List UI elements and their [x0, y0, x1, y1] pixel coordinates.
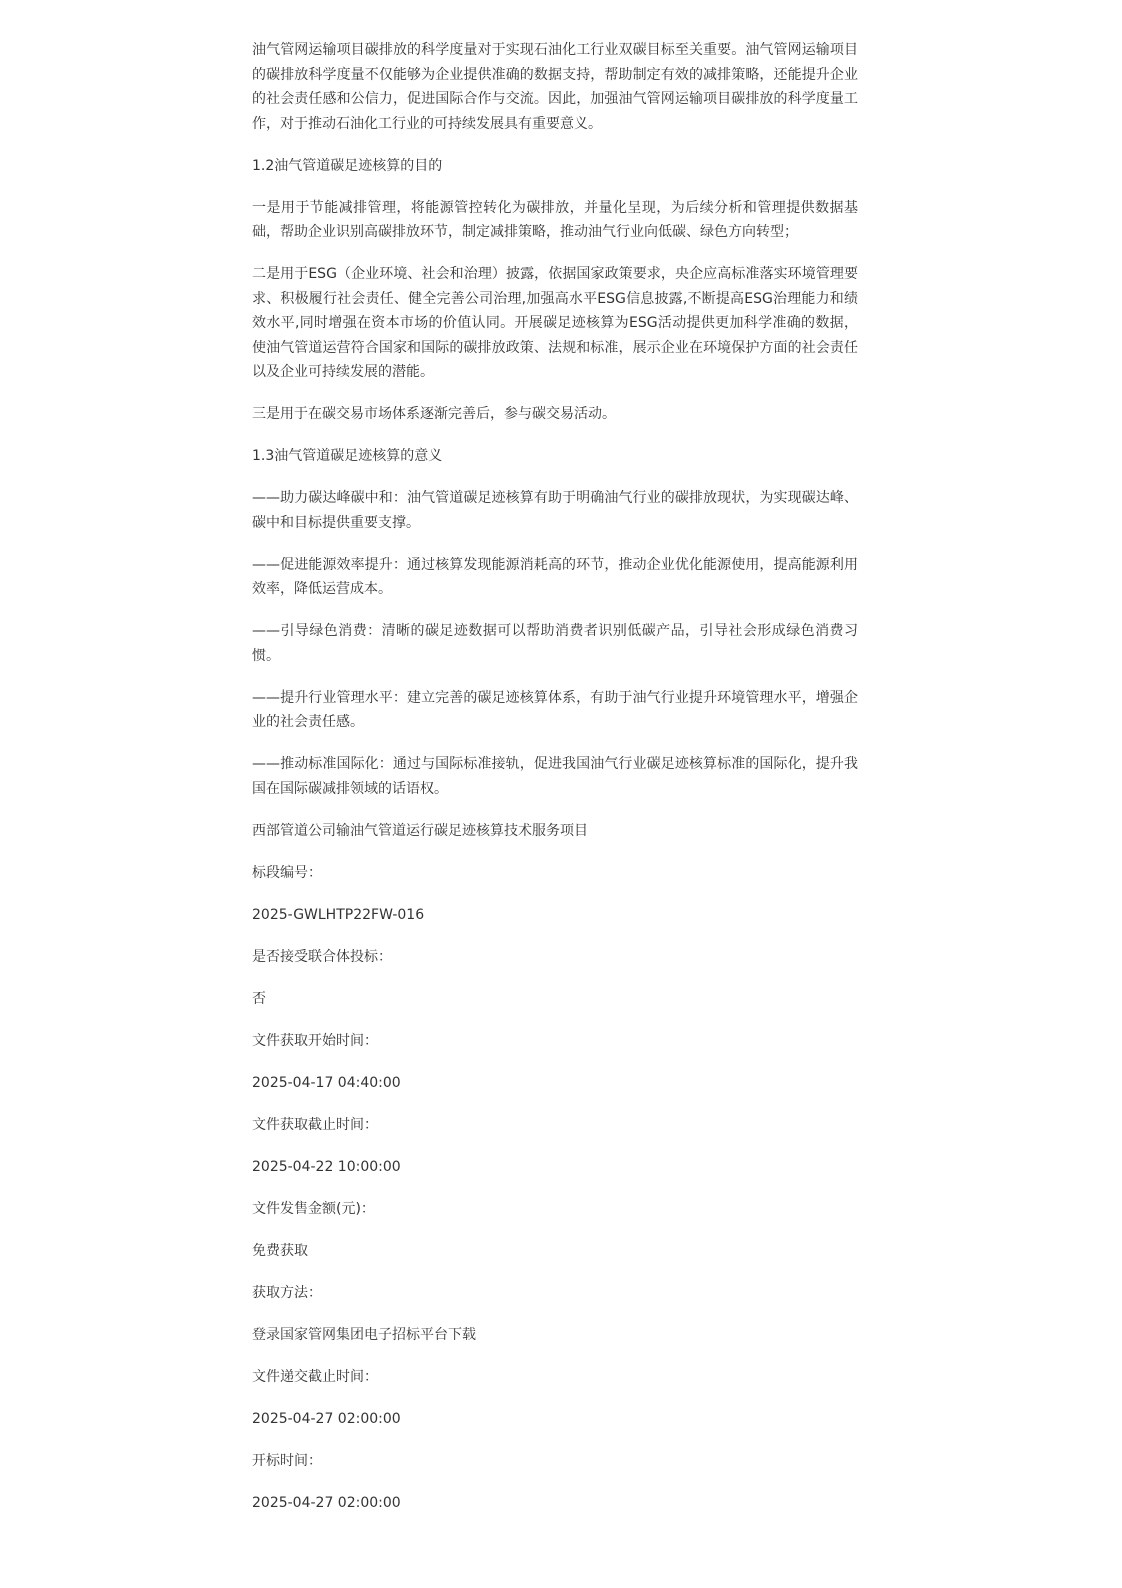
- purpose-item: 二是用于ESG（企业环境、社会和治理）披露，依据国家政策要求，央企应高标准落实环境管理要求、积极履行社会责任、健全完善公司治理,加强高水平ESG信息披露,不断提高ESG治理能力和绩效水平,同时增强在资本市场的价值认同。开展碳足迹核算为ESG活动提供更加科学准确的数据，使油气管道运营符合国家和国际的碳排放政策、法规和标准，展示企业在环境保护方面的社会责任以及企业可持续发展的潜能。: [252, 266, 858, 380]
- field-label-section-number: 标段编号：: [252, 864, 322, 881]
- field-label-doc-start-time: 文件获取开始时间：: [252, 1032, 378, 1049]
- field-value-bid-opening-time: 2025-04-27 02:00:00: [252, 1494, 401, 1511]
- article-body: [252, 38, 858, 1533]
- section-purpose: [252, 154, 858, 427]
- field-value-doc-end-time: 2025-04-22 10:00:00: [252, 1158, 401, 1175]
- significance-item: ——提升行业管理水平：建立完善的碳足迹核算体系，有助于油气行业提升环境管理水平，增强企业的社会责任感。: [252, 689, 858, 730]
- section-significance: [252, 444, 858, 801]
- field-label-consortium: 是否接受联合体投标：: [252, 948, 392, 965]
- field-label-doc-end-time: 文件获取截止时间：: [252, 1116, 378, 1133]
- significance-item: ——助力碳达峰碳中和：油气管道碳足迹核算有助于明确油气行业的碳排放现状，为实现碳达峰、碳中和目标提供重要支撑。: [252, 490, 858, 531]
- field-value-consortium: 否: [252, 990, 266, 1007]
- significance-item: ——引导绿色消费：清晰的碳足迹数据可以帮助消费者识别低碳产品，引导社会形成绿色消费习惯。: [252, 623, 858, 664]
- field-label-bid-opening-time: 开标时间：: [252, 1452, 322, 1469]
- field-value-section-number: 2025-GWLHTP22FW-016: [252, 906, 425, 923]
- purpose-item: 三是用于在碳交易市场体系逐渐完善后，参与碳交易活动。: [252, 406, 616, 422]
- intro-paragraph: 油气管网运输项目碳排放的科学度量对于实现石油化工行业双碳目标至关重要。油气管网运输项目的碳排放科学度量不仅能够为企业提供准确的数据支持，帮助制定有效的减排策略，还能提升企业的社会责任感和公信力，促进国际合作与交流。因此，加强油气管网运输项目碳排放的科学度量工作，对于推动石油化工行业的可持续发展具有重要意义。: [252, 42, 858, 132]
- section-heading: 1.2油气管道碳足迹核算的目的: [252, 157, 443, 174]
- significance-item: ——促进能源效率提升：通过核算发现能源消耗高的环节，推动企业优化能源使用，提高能源利用效率，降低运营成本。: [252, 556, 858, 597]
- purpose-item: 一是用于节能减排管理，将能源管控转化为碳排放，并量化呈现，为后续分析和管理提供数据基础，帮助企业识别高碳排放环节，制定减排策略，推动油气行业向低碳、绿色方向转型；: [252, 199, 858, 240]
- project-title: 西部管道公司输油气管道运行碳足迹核算技术服务项目: [252, 822, 588, 839]
- field-label-doc-price: 文件发售金额(元)：: [252, 1200, 375, 1217]
- field-label-submission-deadline: 文件递交截止时间：: [252, 1368, 378, 1385]
- field-value-doc-start-time: 2025-04-17 04:40:00: [252, 1074, 401, 1091]
- field-value-method: 登录国家管网集团电子招标平台下载: [252, 1326, 476, 1343]
- significance-item: ——推动标准国际化：通过与国际标准接轨，促进我国油气行业碳足迹核算标准的国际化，提升我国在国际碳减排领域的话语权。: [252, 756, 858, 797]
- section-heading: 1.3油气管道碳足迹核算的意义: [252, 448, 443, 464]
- field-value-doc-price: 免费获取: [252, 1242, 308, 1259]
- field-value-submission-deadline: 2025-04-27 02:00:00: [252, 1410, 401, 1427]
- field-label-method: 获取方法：: [252, 1284, 322, 1301]
- project-info: [252, 819, 858, 1516]
